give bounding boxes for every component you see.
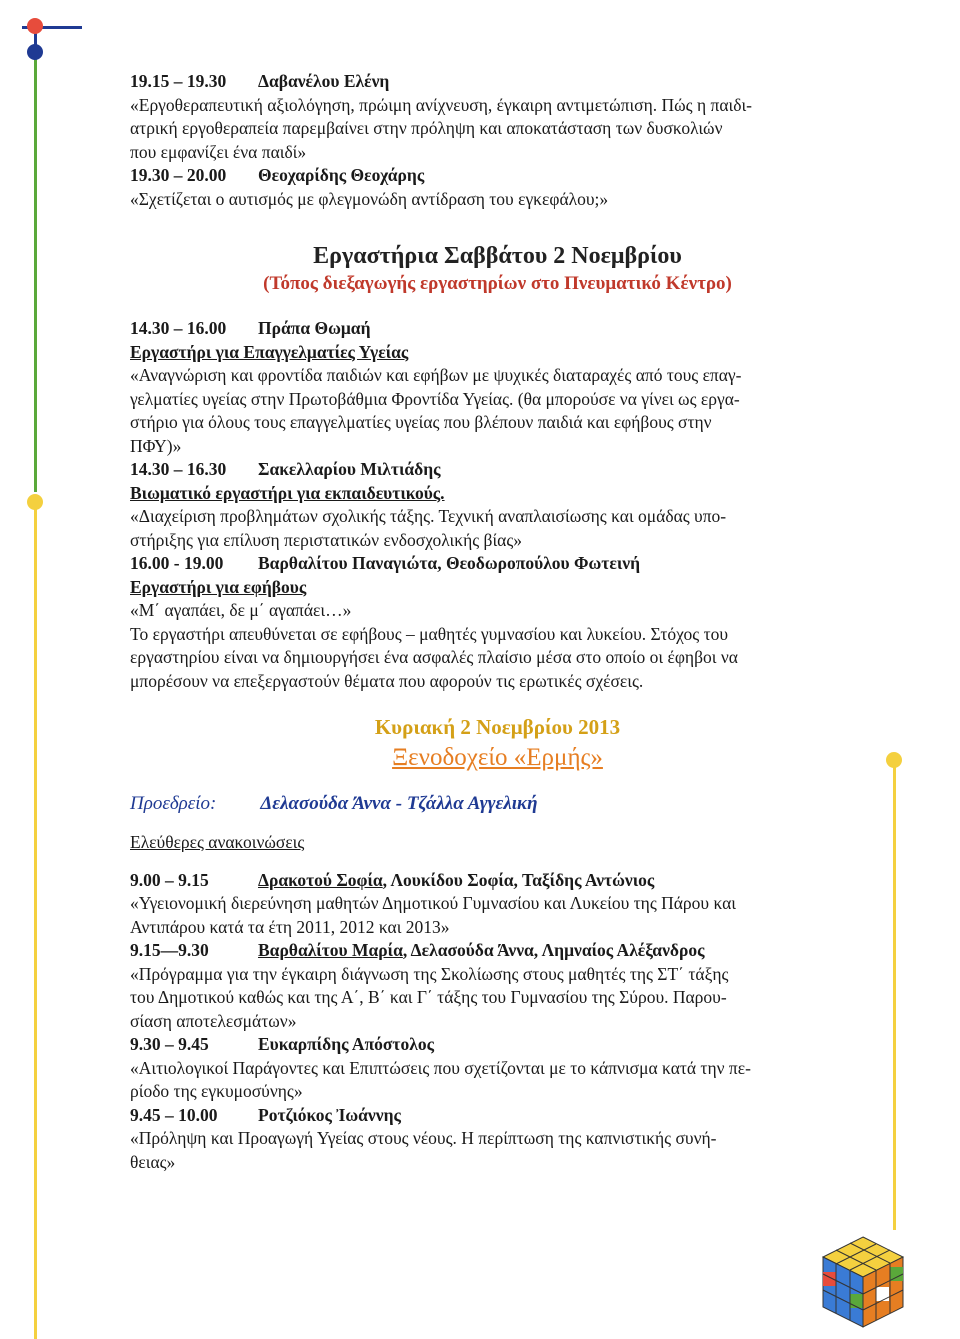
co-authors: , Λουκίδου Σοφία, Ταξίδης Αντώνιος <box>382 869 655 890</box>
talk-text: ρίοδο της εγκυμοσύνης» <box>130 1081 303 1101</box>
workshop-time: 14.30 – 16.30 <box>130 459 227 479</box>
workshop-text: Το εργαστήρι απευθύνεται σε εφήβους – μαθητές γυμνασίου και λυκείου. Στόχος του <box>130 623 729 644</box>
speaker-name: Δαβανέλου Ελένη <box>258 71 390 91</box>
workshop-heading <box>130 552 865 576</box>
sunday-title: Κυριακή 2 Νοεμβρίου 2013 <box>374 715 621 739</box>
talk-heading <box>130 939 865 963</box>
workshop-text: «Αναγνώριση και φροντίδα παιδιών και εφήβων με ψυχικές διαταραχές από τους επαγ- <box>130 365 742 385</box>
workshop-leader: Πράπα Θωμαή <box>258 318 371 338</box>
chair-label: Προεδρείο: <box>130 793 217 814</box>
frame-left-green-line <box>34 54 37 492</box>
speaker-name: Ροτζιόκος Ἰωάννης <box>258 1104 401 1125</box>
presenting-author: Βαρθαλίτου Μαρία <box>258 940 403 960</box>
saturday-title: Εργαστήρια Σαββάτου 2 Νοεμβρίου <box>313 243 682 269</box>
talk-text: «Αιτιολογικοί Παράγοντες και Επιπτώσεις που σχετίζονται με το κάπνισμα κατά την πε- <box>130 1057 751 1078</box>
talk-text: «Πρόγραμμα για την έγκαιρη διάγνωση της Σκολίωσης στους μαθητές της ΣΤ΄ τάξης <box>130 963 729 984</box>
talk-text: «Σχετίζεται ο αυτισμός με φλεγμονώδη αντίδραση του εγκεφάλου;» <box>130 188 609 209</box>
workshop-type: Εργαστήρι για εφήβους <box>130 576 307 597</box>
frame-yellow-dot-right <box>886 752 902 768</box>
talk-time: 9.00 – 9.15 <box>130 869 209 890</box>
workshop-text: μπορέσουν να επεξεργαστούν θέματα που αφορούν τις ερωτικές σχέσεις. <box>130 670 644 691</box>
talk-text: σίαση αποτελεσμάτων» <box>130 1010 297 1031</box>
speaker-name: Ευκαρπίδης Απόστολος <box>258 1034 434 1054</box>
talk-time: 9.15—9.30 <box>130 940 209 960</box>
workshop-heading <box>130 458 865 482</box>
workshop-heading <box>130 317 865 341</box>
talk-time: 9.45 – 10.00 <box>130 1104 218 1125</box>
hotel-heading: Ξενοδοχείο «Ερμής» <box>392 744 603 771</box>
workshop-type: Εργαστήρι για Επαγγελματίες Υγείας <box>130 341 409 362</box>
workshop-text: ΠΦΥ)» <box>130 435 182 456</box>
workshop-time: 16.00 - 19.00 <box>130 553 224 573</box>
talk-time: 9.30 – 9.45 <box>130 1034 209 1054</box>
presenting-author: Δρακοτού Σοφία <box>258 869 383 890</box>
workshop-text: στήριο για όλους τους επαγγελματίες υγείας που βλέπουν παιδιά και εφήβους στην <box>130 412 712 432</box>
talk-text: «Εργοθεραπευτική αξιολόγηση, πρώιμη ανίχνευση, έγκαιρη αντιμετώπιση. Πώς η παιδι- <box>130 94 752 115</box>
workshop-text: «Μ΄ αγαπάει, δε μ΄ αγαπάει…» <box>130 600 352 620</box>
saturday-subtitle: (Τόπος διεξαγωγής εργαστηρίων στο Πνευματικό Κέντρο) <box>263 273 732 294</box>
talk-heading <box>130 1104 865 1128</box>
talk-text: «Πρόληψη και Προαγωγή Υγείας στους νέους. Η περίπτωση της καπνιστικής συνή- <box>130 1128 717 1148</box>
workshop-text: εργαστηρίου είναι να δημιουργήσει ένα ασφαλές πλαίσιο μέσα στο οποίο οι έφηβοι να <box>130 647 738 667</box>
talk-text: θειας» <box>130 1151 176 1172</box>
sunday-talks <box>130 869 865 1175</box>
workshop-time: 14.30 – 16.00 <box>130 318 227 338</box>
talk-text: του Δημοτικού καθώς και της Α΄, Β΄ και Γ΄ τάξης του Γυμνασίου της Σύρου. Παρου- <box>130 987 727 1007</box>
free-communications-heading: Ελεύθερες ανακοινώσεις <box>130 832 305 852</box>
frame-left-yellow-line <box>34 498 37 1339</box>
talk-text: «Υγειονομική διερεύνηση μαθητών Δημοτικού Γυμνασίου και Λυκείου της Πάρου και <box>130 893 736 913</box>
talk-heading <box>130 1033 865 1057</box>
talk-text: ατρική εργοθεραπεία παρεμβαίνει στην πρόληψη και αποκατάσταση των δυσκολιών <box>130 118 723 138</box>
frame-right-yellow-line <box>893 760 896 1230</box>
talk-text: Αντιπάρου κατά τα έτη 2011, 2012 και 2013» <box>130 916 450 937</box>
co-authors: , Δελασούδα Άννα, Λημναίος Αλέξανδρος <box>402 940 705 960</box>
workshop-text: στήριξης για επίλυση περιστατικών ενδοσχολικής βίας» <box>130 529 522 550</box>
document-body <box>130 70 865 1174</box>
talk-heading <box>130 869 865 893</box>
workshop-text: γελματίες υγείας στην Πρωτοβάθμια Φροντίδα Υγείας. (θα μπορούσε να γίνει ως εργα- <box>130 388 740 409</box>
chair-line <box>130 791 865 817</box>
workshop-type: Βιωματικό εργαστήρι για εκπαιδευτικούς. <box>130 482 445 503</box>
friday-block <box>130 70 865 211</box>
frame-red-dot <box>27 18 43 34</box>
workshops-block <box>130 317 865 693</box>
frame-blue-dot <box>27 44 43 60</box>
talk-text: που εμφανίζει ένα παιδί» <box>130 141 307 162</box>
talk-time: 19.15 – 19.30 <box>130 71 227 91</box>
talk-heading <box>130 70 865 94</box>
rubiks-cube-icon <box>818 1232 908 1332</box>
talk-heading <box>130 164 865 188</box>
talk-time: 19.30 – 20.00 <box>130 165 227 185</box>
workshop-text: «Διαχείριση προβλημάτων σχολικής τάξης. Τεχνική αναπλαισίωσης και ομάδας υπο- <box>130 506 727 526</box>
workshop-leader: Βαρθαλίτου Παναγιώτα, Θεοδωροπούλου Φωτεινή <box>258 553 641 573</box>
chair-names: Δελασούδα Άννα - Τζάλλα Αγγελική <box>260 793 538 814</box>
workshop-leader: Σακελλαρίου Μιλτιάδης <box>258 459 441 479</box>
speaker-name: Θεοχαρίδης Θεοχάρης <box>258 165 425 185</box>
frame-yellow-dot-left <box>27 494 43 510</box>
